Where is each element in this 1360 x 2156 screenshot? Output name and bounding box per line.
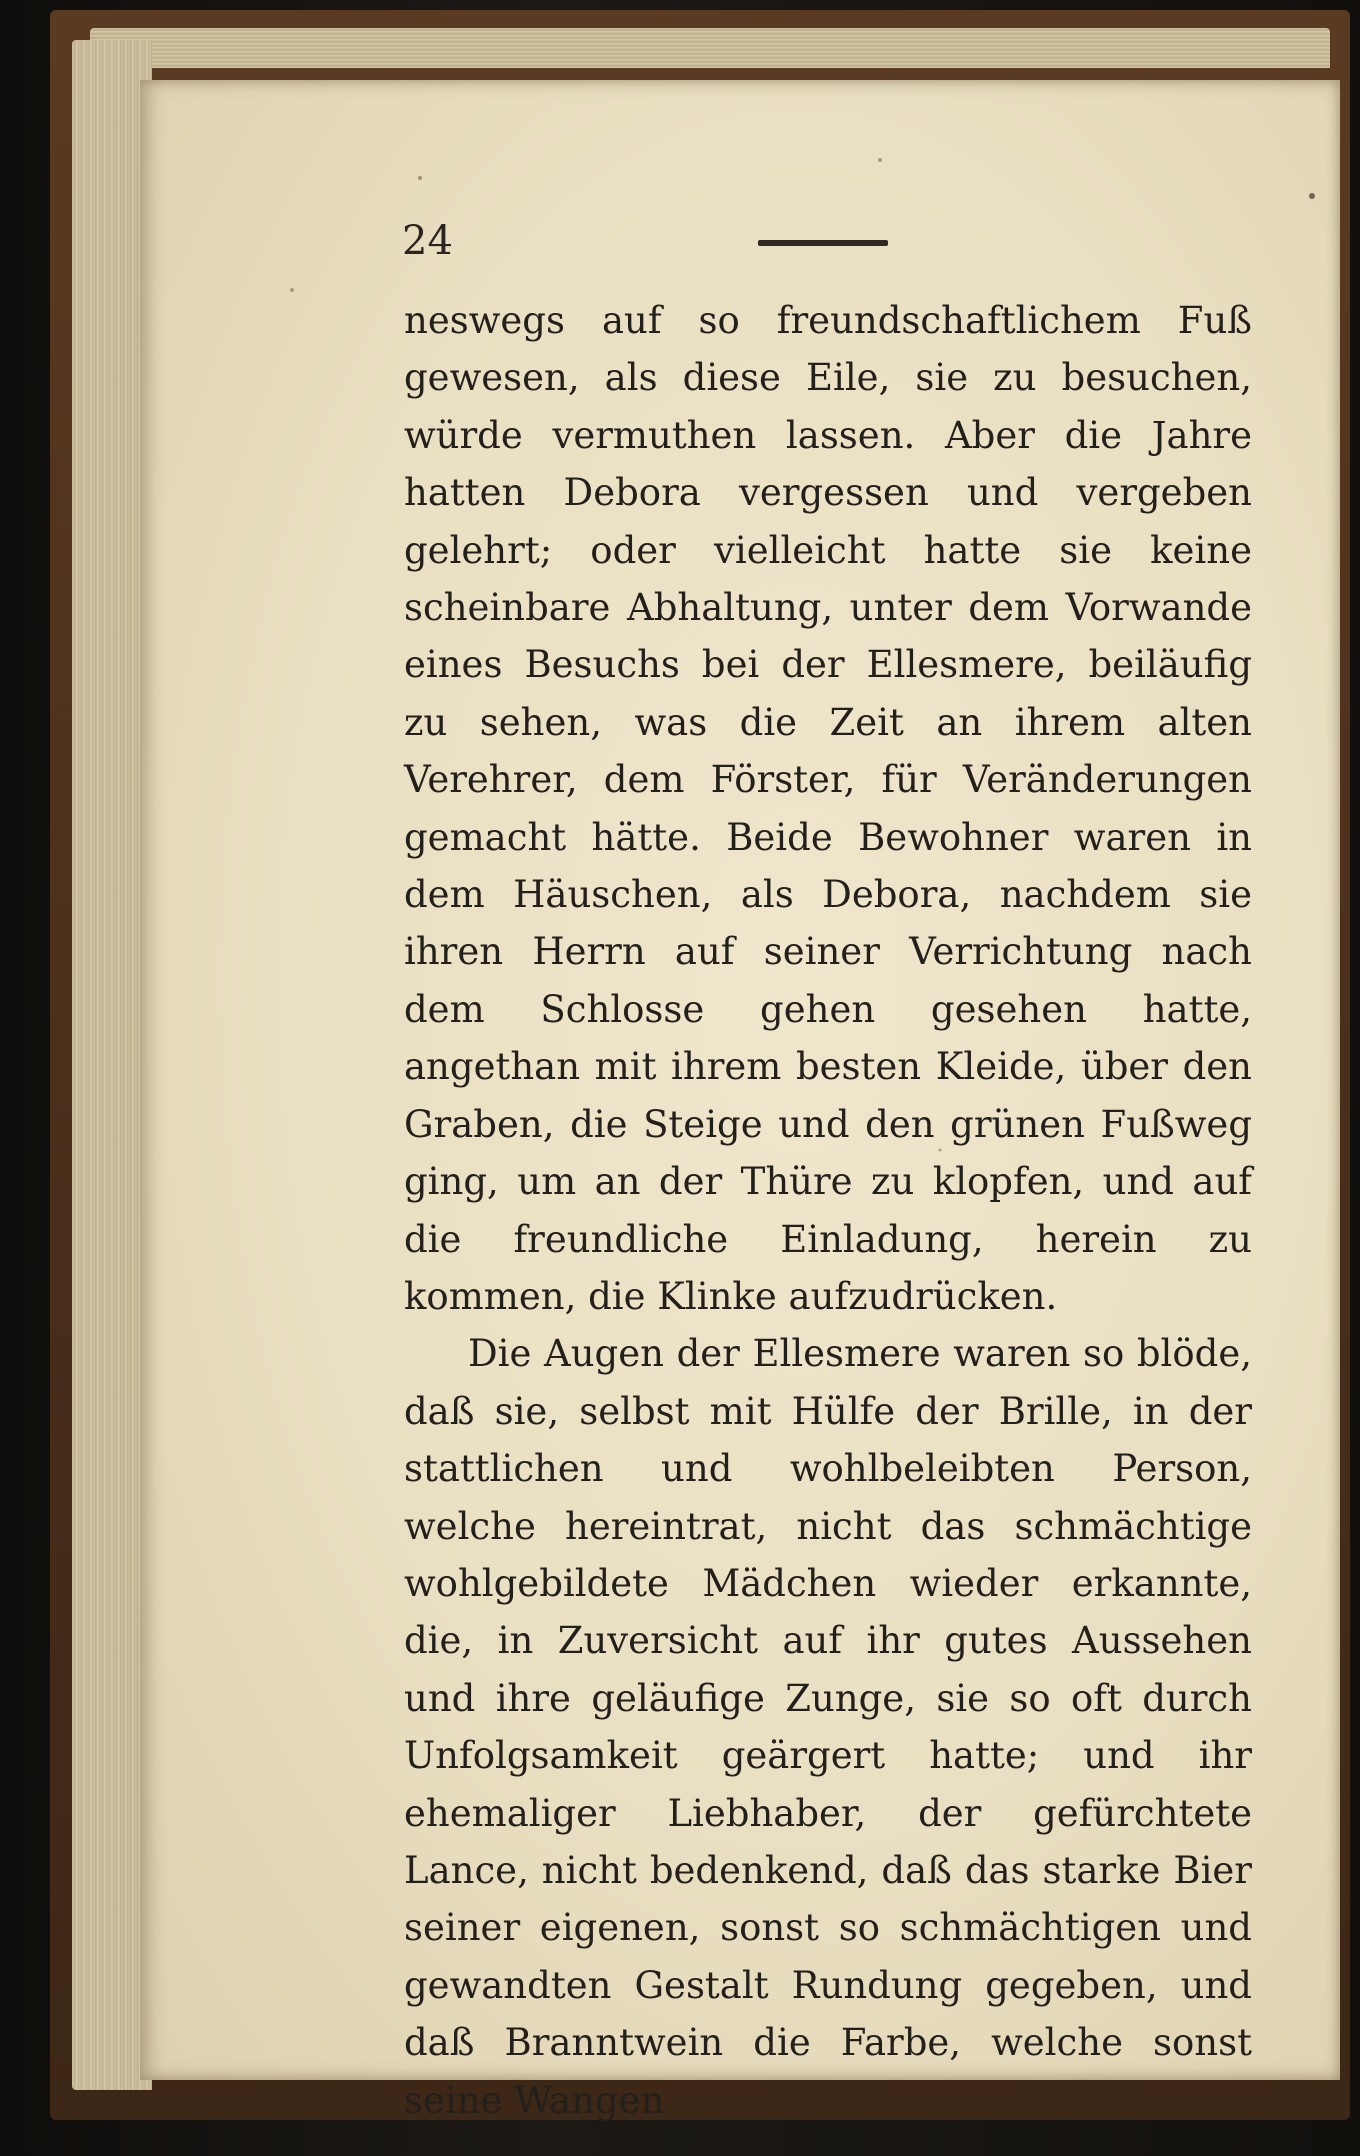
page-edges-top	[90, 28, 1330, 68]
page-text	[404, 292, 1252, 2129]
paragraph-continued: neswegs auf so freundschaftlichem Fuß gewesen, als diese Eile, sie zu besuchen, würde vermuthen lassen. Aber die Jahre hatten Debora vergessen und vergeben gelehrt; oder vielleicht hatte sie keine scheinbare Abhaltung, unter dem Vorwande eines Besuchs bei der Ellesmere, beiläufig zu sehen, was die Zeit an ihrem alten Verehrer, dem Förster, für Veränderungen gemacht hätte. Beide Bewohner waren in dem Häuschen, als Debora, nachdem sie ihren Herrn auf seiner Verrichtung nach dem Schlosse gehen gesehen hatte, angethan mit ihrem besten Kleide, über den Graben, die Steige und den grünen Fußweg ging, um an der Thüre zu klopfen, und auf die freundliche Einladung, herein zu kommen, die Klinke aufzudrücken.	[404, 299, 1252, 1318]
header-rule	[758, 240, 888, 246]
page-number: 24	[402, 218, 453, 264]
paragraph: Die Augen der Ellesmere waren so blöde, daß sie, selbst mit Hülfe der Brille, in der stattlichen und wohlbeleibten Person, welche hereintrat, nicht das schmächtige wohlgebildete Mädchen wieder erkannte, die, in Zuversicht auf ihr gutes Aussehen und ihre geläufige Zunge, sie so oft durch Unfolgsamkeit geärgert hatte; und ihr ehemaliger Liebhaber, der gefürchtete Lance, nicht bedenkend, daß das starke Bier seiner eigenen, sonst so schmächtigen und gewandten Gestalt Rundung gegeben, und daß Branntwein die Farbe, welche sonst seine Wangen	[404, 1332, 1252, 2122]
